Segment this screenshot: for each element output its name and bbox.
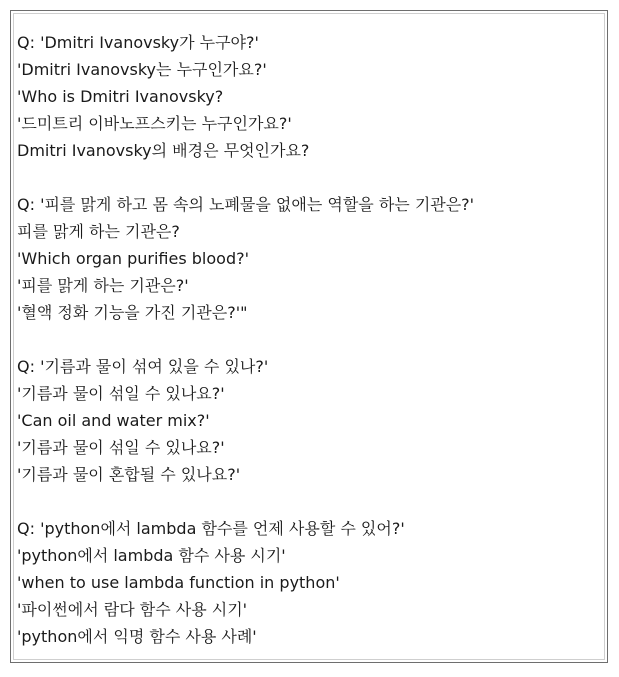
paraphrase-line: '드미트리 이바노프스키는 누구인가요?' [17,114,292,133]
paraphrase-line: 피를 맑게 하는 기관은? [17,222,180,241]
question-group-2 [17,191,601,326]
paraphrase-line: '혈액 정화 기능을 가진 기관은?'" [17,303,248,322]
question-line: Q: 'python에서 lambda 함수를 언제 사용할 수 있어?' [17,519,405,538]
question-line: Q: '피를 맑게 하고 몸 속의 노폐물을 없애는 역할을 하는 기관은?' [17,195,475,214]
paraphrase-line: 'Who is Dmitri Ivanovsky? [17,87,224,106]
question-group-4 [17,515,601,650]
question-group-1 [17,29,601,164]
document-frame [10,10,608,663]
paraphrase-line: '기름과 물이 섞일 수 있나요?' [17,438,225,457]
question-group-3 [17,353,601,488]
paraphrase-line: 'python에서 익명 함수 사용 사례' [17,627,257,646]
paraphrase-line: Dmitri Ivanovsky의 배경은 무엇인가요? [17,141,310,160]
paraphrase-line: '파이썬에서 람다 함수 사용 시기' [17,600,248,619]
paraphrase-line: 'Can oil and water mix?' [17,411,210,430]
question-line: Q: '기름과 물이 섞여 있을 수 있나?' [17,357,269,376]
paraphrase-line: 'Dmitri Ivanovsky는 누구인가요?' [17,60,267,79]
paraphrase-line: '기름과 물이 섞일 수 있나요?' [17,384,225,403]
paraphrase-line: 'when to use lambda function in python' [17,573,340,592]
paraphrase-line: '피를 맑게 하는 기관은?' [17,276,189,295]
paraphrase-line: '기름과 물이 혼합될 수 있나요?' [17,465,241,484]
document-content [17,29,601,677]
paraphrase-line: 'python에서 lambda 함수 사용 시기' [17,546,286,565]
paraphrase-line: 'Which organ purifies blood?' [17,249,249,268]
question-line: Q: 'Dmitri Ivanovsky가 누구야?' [17,33,259,52]
